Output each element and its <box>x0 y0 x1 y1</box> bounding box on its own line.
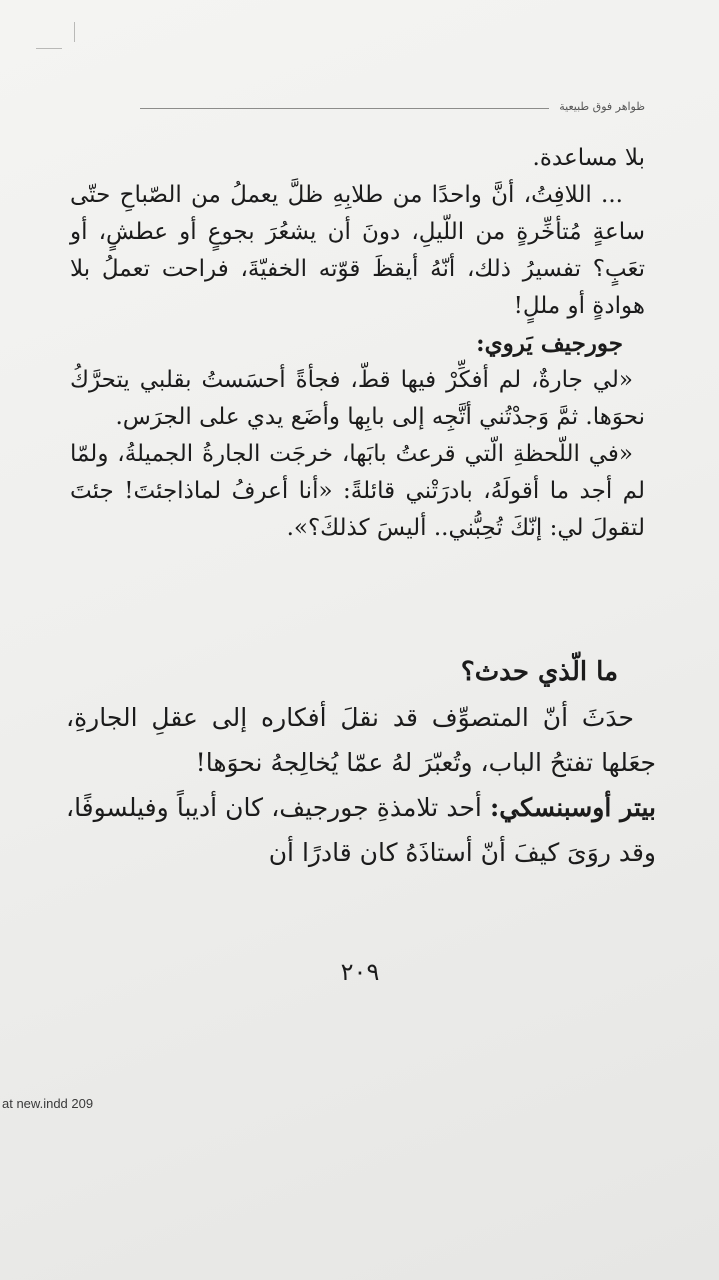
paragraph: «في اللّحظةِ الّتي قرعتُ بابَها، خرجَت الجارةُ الجميلةُ، ولمّا لم أجد ما أقولَهُ، بادرَتْني قائلةً: «أنا أعرفُ لماذاجئتَ! جئتَ لتقولَ لي: إنّكَ تُحِبُّني.. أليسَ كذلكَ؟». <box>70 441 645 541</box>
crop-mark <box>74 22 75 42</box>
question-heading: ما الّذي حدث؟ <box>460 657 618 687</box>
body-text <box>70 140 645 547</box>
running-header <box>140 96 645 116</box>
paragraph <box>66 785 656 875</box>
subheading: جورجيف يَروي: <box>476 330 623 357</box>
paragraph: ... اللافِتُ، أنَّ واحدًا من طلابِهِ ظلَّ يعملُ من الصّباحِ حتّى ساعةٍ مُتأخِّرةٍ من اللّيلِ، دونَ أن يشعُرَ بجوعٍ أو عطشٍ، أو تعَبٍ؟ تفسيرُ ذلك، أنّهُ أيقظَ قوّته الخفيّةَ، فراحت تعملُ بلا هوادةٍ أو مللٍ! <box>70 182 645 319</box>
lower-text <box>66 650 656 875</box>
header-rule <box>140 108 549 109</box>
paragraph: بلا مساعدة. <box>532 145 645 171</box>
paragraph: حدَثَ أنّ المتصوِّف قد نقلَ أفكاره إلى عقلِ الجارةِ، جعَلها تفتحُ الباب، وتُعبّرَ لهُ عمّا يُخالِجهُ نحوَها! <box>66 703 656 777</box>
person-name: بيتر أوسبنسكي: <box>490 793 656 822</box>
print-slug: at new.indd 209 <box>2 1096 94 1111</box>
page-number: ٢٠٩ <box>340 958 380 986</box>
crop-mark <box>36 48 62 49</box>
paragraph-text: أحد تلامذةِ جورجيف، كان أديباً وفيلسوفًا، وقد روَىَ كيفَ أنّ أستاذَهُ كان قادرًا أن <box>66 793 656 867</box>
running-title: ظواهر فوق طبيعية <box>559 99 645 113</box>
paragraph: «لي جارةٌ، لم أفكِّرْ فيها قطّ، فجأةً أحسَستُ بقلبي يتحرَّكُ نحوَها. ثمَّ وَجدْتُني أتَّجِه إلى بابِها وأضَع يدي على الجرَس. <box>70 367 645 430</box>
